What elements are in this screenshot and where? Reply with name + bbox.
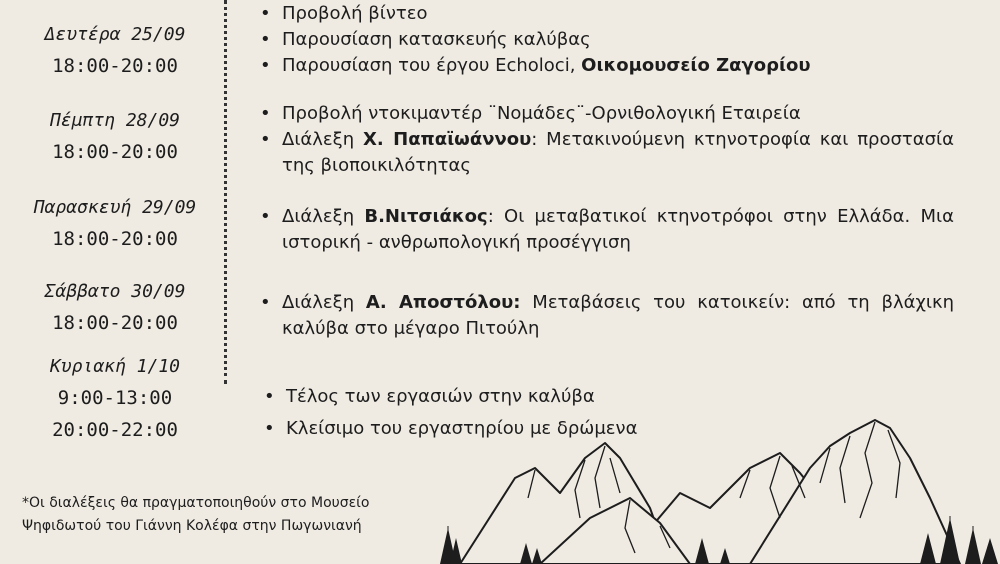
date-sunday	[0, 352, 230, 446]
events-saturday	[258, 290, 954, 342]
mountains-illustration	[420, 398, 1000, 564]
list-item: • Παρουσίαση κατασκευής καλύβας	[258, 27, 954, 53]
list-item: • Παρουσίαση του έργου Echoloci, Οικομουσείο Ζαγορίου	[258, 53, 954, 79]
time-label: 18:00-20:00	[52, 55, 178, 77]
dotted-divider	[224, 0, 227, 384]
list-item: • Κλείσιμο του εργαστηρίου με δρώμενα	[262, 413, 958, 445]
time-label: 9:00-13:00	[57, 387, 173, 409]
day-label: Δευτέρα 25/09	[44, 24, 186, 45]
events-friday	[258, 204, 954, 256]
day-label: Κυριακή 1/10	[49, 356, 181, 377]
footnote: *Οι διαλέξεις θα πραγματοποιηθούν στο Μουσείο Ψηφιδωτού του Γιάννη Κολέφα στην Πωγωνιανή	[22, 495, 370, 534]
time-label: 18:00-20:00	[52, 312, 178, 334]
day-label: Σάββατο 30/09	[44, 281, 186, 302]
list-item: • Διάλεξη Χ. Παπαϊωάννου: Μετακινούμενη κτηνοτροφία και προστασία της βιοποικιλότητας	[258, 127, 954, 179]
list-item: • Διάλεξη Β.Νιτσιάκος: Οι μεταβατικοί κτηνοτρόφοι στην Ελλάδα. Μια ιστορική - ανθρωπολογική προσέγγιση	[258, 204, 954, 256]
day-label: Πέμπτη 28/09	[49, 110, 181, 131]
list-item: • Διάλεξη Α. Αποστόλου: Μεταβάσεις του κατοικείν: από τη βλάχικη καλύβα στο μέγαρο Πιτούλη	[258, 290, 954, 342]
list-item: • Τέλος των εργασιών στην καλύβα	[262, 381, 958, 413]
list-item: • Προβολή ντοκιμαντέρ ¨Νομάδες¨-Ορνιθολογική Εταιρεία	[258, 101, 954, 127]
date-saturday	[0, 277, 230, 339]
list-item: • Προβολή βίντεο	[258, 1, 954, 27]
day-label: Παρασκευή 29/09	[33, 197, 197, 218]
time-label: 20:00-22:00	[52, 419, 178, 441]
events-monday	[258, 1, 954, 79]
events-thursday	[258, 101, 954, 179]
time-label: 18:00-20:00	[52, 141, 178, 163]
date-monday	[0, 20, 230, 82]
date-thursday	[0, 106, 230, 168]
date-friday	[0, 193, 230, 255]
time-label: 18:00-20:00	[52, 228, 178, 250]
